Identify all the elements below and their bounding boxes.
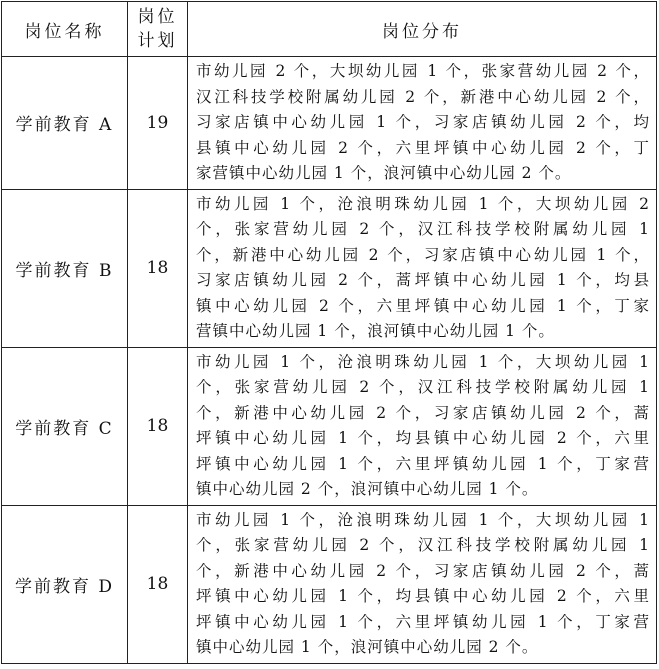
distribution-line: 个，张家营幼儿园 2 个，汉江科技学校附属幼儿园 1 [196, 378, 650, 396]
distribution-line: 市幼儿园 1 个，沧浪明珠幼儿园 1 个，大坝幼儿园 2 [196, 194, 650, 213]
distribution-line: 个，张家营幼儿园 2 个，汉江科技学校附属幼儿园 1 [196, 536, 650, 554]
distribution-line: 市幼儿园 2 个，大坝幼儿园 1 个，张家营幼儿园 2 个， [196, 62, 650, 80]
distribution-line: 坪镇中心幼儿园 1 个，均县镇中心幼儿园 2 个，六里 [196, 587, 650, 605]
distribution-line: 镇中心幼儿园 2 个，六里坪镇中心幼儿园 1 个，丁家 [196, 296, 650, 315]
position-plan: 19 [128, 57, 188, 190]
distribution-line: 坪镇中心幼儿园 1 个，均县镇中心幼儿园 2 个，六里 [196, 429, 650, 447]
distribution-line: 营镇中心幼儿园 1 个，浪河镇中心幼儿园 1 个。 [196, 322, 555, 340]
distribution-line: 习家店镇中心幼儿园 1 个，习家店镇幼儿园 2 个，均 [196, 113, 650, 131]
header-row [2, 2, 657, 57]
header-plan-line1: 岗位 [137, 7, 178, 27]
distribution-line: 汉江科技学校附属幼儿园 2 个，新港中心幼儿园 2 个， [196, 87, 650, 106]
position-distribution [188, 505, 657, 663]
position-table [1, 1, 657, 664]
header-position-plan [128, 2, 188, 57]
header-position-name: 岗位名称 [2, 2, 128, 57]
position-distribution [188, 347, 657, 505]
distribution-line: 坪镇中心幼儿园 1 个，六里坪镇幼儿园 1 个，丁家营 [196, 454, 650, 473]
position-name: 学前教育 B [2, 189, 128, 347]
table-row [2, 505, 657, 663]
distribution-line: 家营镇中心幼儿园 1 个，浪河镇中心幼儿园 2 个。 [196, 164, 572, 182]
position-plan: 18 [128, 189, 188, 347]
position-name: 学前教育 C [2, 347, 128, 505]
position-plan: 18 [128, 347, 188, 505]
table-row [2, 57, 657, 190]
distribution-line: 个，新港中心幼儿园 2 个，习家店镇幼儿园 2 个，蒿 [196, 561, 650, 580]
position-distribution [188, 189, 657, 347]
position-name: 学前教育 D [2, 505, 128, 663]
distribution-line: 市幼儿园 1 个，沧浪明珠幼儿园 1 个，大坝幼儿园 1 [196, 352, 650, 371]
table-row [2, 189, 657, 347]
distribution-line: 个，新港中心幼儿园 2 个，习家店镇幼儿园 2 个，蒿 [196, 403, 650, 422]
distribution-line: 市幼儿园 1 个，沧浪明珠幼儿园 1 个，大坝幼儿园 1 [196, 510, 650, 529]
position-distribution [188, 57, 657, 190]
position-plan: 18 [128, 505, 188, 663]
distribution-line: 个，张家营幼儿园 2 个，汉江科技学校附属幼儿园 1 [196, 220, 650, 238]
distribution-line: 习家店镇幼儿园 2 个，蒿坪镇中心幼儿园 1 个，均县 [196, 271, 650, 289]
position-name: 学前教育 A [2, 57, 128, 190]
distribution-line: 坪镇中心幼儿园 1 个，六里坪镇幼儿园 1 个，丁家营 [196, 612, 650, 631]
distribution-line: 县镇中心幼儿园 2 个，六里坪镇中心幼儿园 2 个，丁 [196, 138, 650, 157]
header-position-distribution: 岗位分布 [188, 2, 657, 57]
distribution-line: 镇中心幼儿园 1 个，浪河镇中心幼儿园 2 个。 [196, 638, 539, 656]
header-plan-line2: 计划 [137, 31, 178, 51]
distribution-line: 个，新港中心幼儿园 2 个，习家店镇中心幼儿园 1 个， [196, 245, 650, 264]
distribution-line: 镇中心幼儿园 2 个，浪河镇中心幼儿园 1 个。 [196, 480, 539, 498]
table-row [2, 347, 657, 505]
